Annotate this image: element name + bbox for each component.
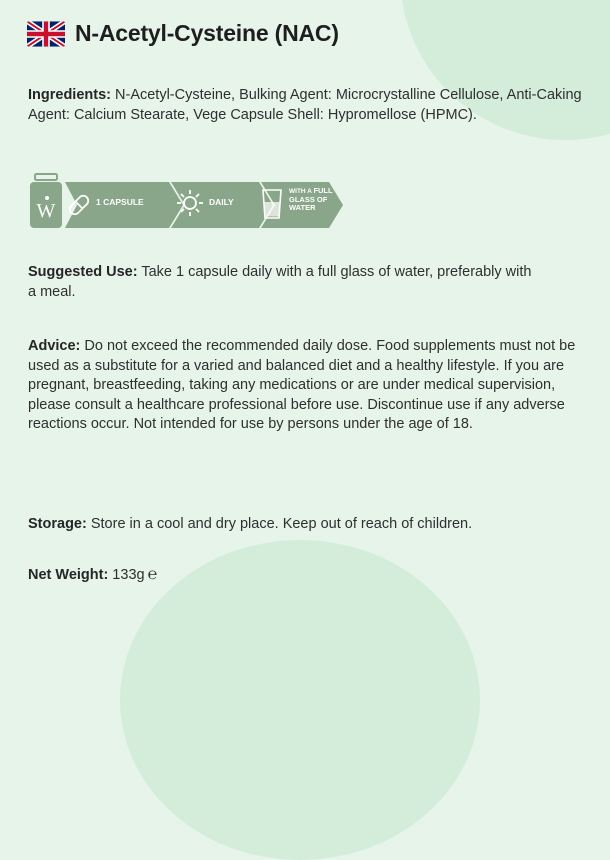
ingredients-section xyxy=(28,86,594,125)
uk-flag-icon xyxy=(27,21,65,47)
background-blob-bottom xyxy=(120,540,480,860)
svg-text:W: W xyxy=(36,200,56,222)
ingredients-label: Ingredients: xyxy=(28,87,111,103)
supplement-jar-icon xyxy=(30,174,62,228)
advice-text: Do not exceed the recommended daily dose. Food supplements must not be used as a substitute for a varied and balanced diet and a healthy lifestyle. If you are pregnant, breastfeeding, taking any medications or are under medical supervision, please consult a healthcare professional before use. Discontinue use if any adverse reactions occur. Not intended for use by persons under the age of 18. xyxy=(28,338,576,432)
water-label-line1b: FULL xyxy=(313,186,333,195)
capsule-label: 1 CAPSULE xyxy=(96,197,144,207)
storage-label: Storage: xyxy=(28,516,87,532)
page-title: N-Acetyl-Cysteine (NAC) xyxy=(75,20,339,46)
storage-section xyxy=(28,515,594,535)
advice-section xyxy=(28,337,594,435)
ingredients-text: N-Acetyl-Cysteine, Bulking Agent: Microcrystalline Cellulose, Anti-Caking Agent: Calcium Stearate, Vege Capsule Shell: Hypromellose (HPMC). xyxy=(28,87,582,123)
suggested-use-label: Suggested Use: xyxy=(28,264,138,280)
suggested-use-section xyxy=(28,263,538,302)
estimated-sign-icon: ℮ xyxy=(147,566,158,583)
header xyxy=(27,20,339,47)
net-weight-label: Net Weight: xyxy=(28,567,109,583)
suggested-use-text: Take 1 capsule daily with a full glass of water, preferably with a meal. xyxy=(28,264,532,300)
storage-text: Store in a cool and dry place. Keep out of reach of children. xyxy=(86,516,473,532)
water-label-line3: WATER xyxy=(289,203,316,212)
water-label xyxy=(289,187,333,212)
daily-label: DAILY xyxy=(209,197,234,207)
advice-label: Advice: xyxy=(28,338,81,354)
net-weight-text: 133g xyxy=(108,567,145,583)
net-weight-section xyxy=(28,565,594,586)
water-label-line1: WITH A xyxy=(289,188,312,195)
water-label-line2: GLASS OF xyxy=(289,195,328,204)
